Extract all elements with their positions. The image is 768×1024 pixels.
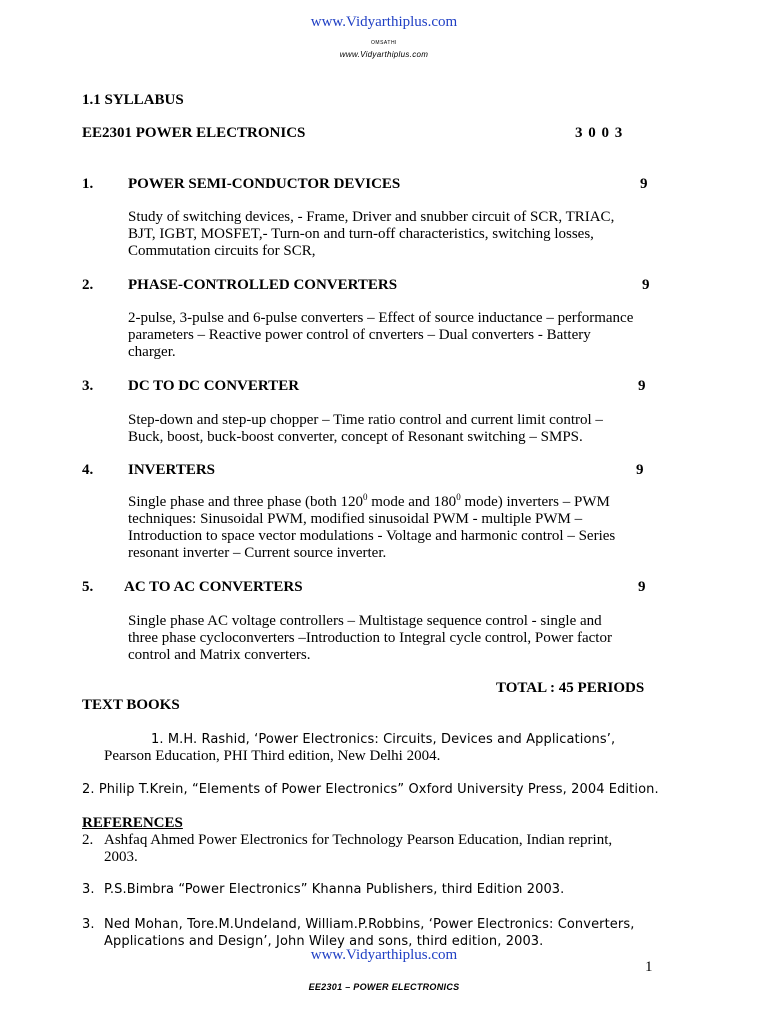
- site-link-header[interactable]: www.Vidyarthiplus.com: [310, 14, 458, 30]
- unit-3-line-1: Step-down and step-up chopper – Time ratio control and current limit control –: [128, 412, 603, 428]
- unit-5-description: [128, 613, 651, 664]
- unit-5-line-2: three phase cycloconverters –Introduction to Integral cycle control, Power factor: [128, 630, 612, 646]
- unit-4-hours: 9: [636, 462, 644, 478]
- unit-2-line-1: 2-pulse, 3-pulse and 6-pulse converters – Effect of source inductance – performance: [128, 310, 634, 326]
- unit-3-line-2: Buck, boost, buck-boost converter, concept of Resonant switching – SMPS.: [128, 429, 583, 445]
- unit-1-hours: 9: [640, 176, 648, 192]
- unit-4-line-2: techniques: Sinusoidal PWM, modified sinusoidal PWM - multiple PWM –: [128, 511, 583, 527]
- reference-2-number: 3.: [82, 882, 95, 897]
- unit-4-line-1-a: Single phase and three phase (both 120: [128, 494, 363, 510]
- unit-1-number: 1.: [82, 176, 94, 192]
- unit-4-number: 4.: [82, 462, 94, 478]
- unit-4-line-3: Introduction to space vector modulations - Voltage and harmonic control – Series: [128, 528, 616, 544]
- unit-3-number: 3.: [82, 378, 94, 394]
- footer-course-title: EE2301 – POWER ELECTRONICS: [308, 982, 460, 992]
- unit-5-hours: 9: [638, 579, 646, 595]
- reference-1-line-2: 2003.: [104, 849, 138, 865]
- total-periods: TOTAL : 45 PERIODS: [496, 680, 645, 696]
- reference-3-line-2: Applications and Design’, John Wiley and sons, third edition, 2003.: [104, 934, 544, 949]
- reference-1-number: 2.: [82, 832, 94, 848]
- text-books-heading: TEXT BOOKS: [82, 697, 180, 713]
- course-credits: 3 0 0 3: [575, 125, 623, 141]
- unit-4-description: [128, 494, 651, 562]
- reference-3-number: 3.: [82, 917, 95, 932]
- reference-2-line-1: P.S.Bimbra “Power Electronics” Khanna Publishers, third Edition 2003.: [104, 882, 565, 897]
- unit-4-line-4: resonant inverter – Current source inverter.: [128, 545, 387, 561]
- text-book-2: 2. Philip T.Krein, “Elements of Power Electronics” Oxford University Press, 2004 Edition.: [82, 782, 659, 797]
- unit-2-line-2: parameters – Reactive power control of cnverters – Dual converters - Battery: [128, 327, 591, 343]
- small-site-link: www.Vidyarthiplus.com: [339, 50, 429, 59]
- unit-4-line-1-b: mode and 180: [367, 494, 457, 510]
- syllabus-heading: 1.1 SYLLABUS: [82, 92, 184, 108]
- stamp-text: OMSATHI: [371, 40, 397, 46]
- unit-5-title: AC TO AC CONVERTERS: [124, 579, 303, 595]
- page-number: 1: [645, 959, 653, 975]
- text-book-1-line-2: Pearson Education, PHI Third edition, New Delhi 2004.: [104, 748, 441, 764]
- unit-1-line-2: BJT, IGBT, MOSFET,- Turn-on and turn-off characteristics, switching losses,: [128, 226, 594, 242]
- text-book-1-line-1: 1. M.H. Rashid, ‘Power Electronics: Circuits, Devices and Applications’,: [151, 732, 616, 747]
- unit-5-line-1: Single phase AC voltage controllers – Multistage sequence control - single and: [128, 613, 602, 629]
- unit-1-title: POWER SEMI-CONDUCTOR DEVICES: [128, 176, 401, 192]
- unit-3-title: DC TO DC CONVERTER: [128, 378, 300, 394]
- unit-1-description: [128, 209, 651, 260]
- unit-1-line-3: Commutation circuits for SCR,: [128, 243, 316, 259]
- unit-2-line-3: charger.: [128, 344, 176, 360]
- unit-1-line-1: Study of switching devices, - Frame, Driver and snubber circuit of SCR, TRIAC,: [128, 209, 615, 225]
- reference-3-line-1: Ned Mohan, Tore.M.Undeland, William.P.Robbins, ‘Power Electronics: Converters,: [104, 917, 635, 932]
- unit-3-hours: 9: [638, 378, 646, 394]
- unit-3-description: [128, 412, 651, 446]
- unit-2-hours: 9: [642, 277, 650, 293]
- references-heading: REFERENCES: [82, 815, 183, 831]
- unit-5-number: 5.: [82, 579, 94, 595]
- unit-4-line-1: [128, 494, 651, 511]
- degree-superscript-2: 0: [456, 492, 461, 502]
- reference-1-line-1: Ashfaq Ahmed Power Electronics for Technology Pearson Education, Indian reprint,: [104, 832, 613, 848]
- unit-4-line-1-c: mode) inverters – PWM: [460, 494, 610, 510]
- unit-5-line-3: control and Matrix converters.: [128, 647, 311, 663]
- course-title: EE2301 POWER ELECTRONICS: [82, 125, 306, 141]
- unit-4-title: INVERTERS: [128, 462, 215, 478]
- reference-3: [104, 916, 651, 950]
- unit-2-title: PHASE-CONTROLLED CONVERTERS: [128, 277, 398, 293]
- reference-1: [104, 832, 651, 866]
- site-link-footer[interactable]: www.Vidyarthiplus.com: [310, 947, 458, 963]
- unit-2-number: 2.: [82, 277, 94, 293]
- degree-superscript-1: 0: [362, 492, 368, 502]
- unit-2-description: [128, 310, 651, 361]
